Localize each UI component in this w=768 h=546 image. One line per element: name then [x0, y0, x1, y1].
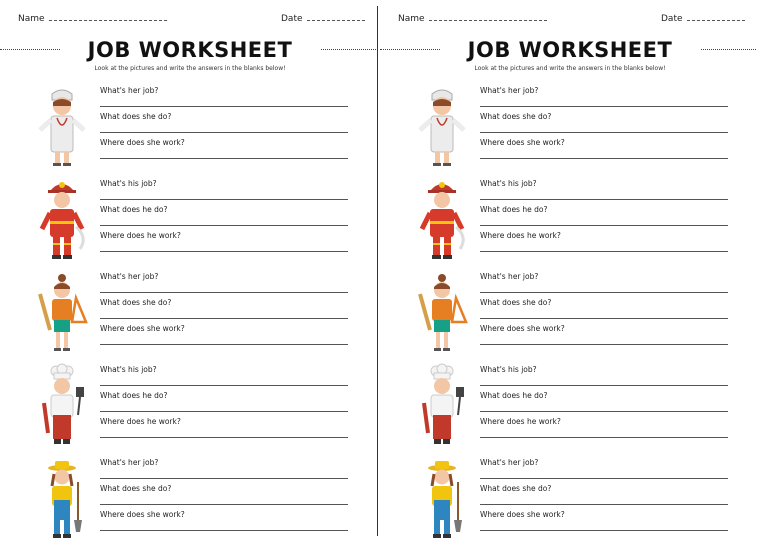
answer-line[interactable] [100, 106, 348, 107]
question-text: Where does she work? [100, 510, 185, 519]
answer-line[interactable] [100, 530, 348, 531]
question-text: What does she do? [100, 484, 172, 493]
answer-line[interactable] [480, 199, 728, 200]
worksheet-page-left [0, 0, 376, 543]
page-title: JOB WORKSHEET [60, 38, 320, 62]
answer-line[interactable] [480, 411, 728, 412]
question-text: Where does she work? [480, 138, 565, 147]
answer-line[interactable] [480, 437, 728, 438]
date-label: Date [661, 14, 683, 24]
name-label: Name [18, 14, 45, 24]
date-field[interactable] [281, 12, 365, 24]
question-text: What does she do? [480, 298, 552, 307]
question-text: What's her job? [100, 458, 159, 467]
answer-line[interactable] [100, 292, 348, 293]
question-text: What does she do? [100, 112, 172, 121]
question-block [408, 270, 748, 360]
question-text: Where does he work? [100, 417, 181, 426]
answer-line[interactable] [480, 132, 728, 133]
farmer-figure [412, 456, 472, 540]
question-text: What's her job? [480, 458, 539, 467]
question-text: What's her job? [100, 86, 159, 95]
question-text: What does he do? [480, 205, 548, 214]
answer-line[interactable] [100, 478, 348, 479]
teacher-figure [412, 270, 472, 354]
firefighter-figure [412, 177, 472, 261]
answer-line[interactable] [480, 292, 728, 293]
question-text: What's her job? [480, 272, 539, 281]
answer-line[interactable] [480, 530, 728, 531]
question-block [28, 363, 368, 453]
date-label: Date [281, 14, 303, 24]
answer-line[interactable] [100, 318, 348, 319]
answer-line[interactable] [100, 158, 348, 159]
question-text: What does she do? [100, 298, 172, 307]
question-block [28, 177, 368, 267]
answer-line[interactable] [480, 158, 728, 159]
doctor-figure [412, 84, 472, 168]
question-text: Where does she work? [480, 510, 565, 519]
answer-line[interactable] [100, 385, 348, 386]
answer-line[interactable] [480, 478, 728, 479]
date-field[interactable] [661, 12, 745, 24]
question-text: What's his job? [100, 365, 157, 374]
worksheet-page-right [380, 0, 756, 543]
answer-line[interactable] [480, 251, 728, 252]
question-text: What's her job? [480, 86, 539, 95]
question-text: What does she do? [480, 484, 552, 493]
question-text: What's his job? [480, 179, 537, 188]
answer-line[interactable] [480, 318, 728, 319]
answer-line[interactable] [480, 225, 728, 226]
question-text: Where does he work? [100, 231, 181, 240]
question-block [408, 177, 748, 267]
question-text: What's his job? [100, 179, 157, 188]
question-text: Where does she work? [480, 324, 565, 333]
question-block [408, 84, 748, 174]
question-text: Where does he work? [480, 417, 561, 426]
instructions: Look at the pictures and write the answers in the blanks below! [94, 65, 286, 72]
answer-line[interactable] [100, 132, 348, 133]
question-block [28, 270, 368, 360]
answer-line[interactable] [100, 251, 348, 252]
question-block [28, 456, 368, 546]
question-text: What does he do? [480, 391, 548, 400]
chef-figure [32, 363, 92, 447]
answer-line[interactable] [100, 437, 348, 438]
question-text: What does she do? [480, 112, 552, 121]
name-field[interactable] [398, 12, 547, 24]
page-title: JOB WORKSHEET [440, 38, 700, 62]
chef-figure [412, 363, 472, 447]
answer-line[interactable] [480, 504, 728, 505]
answer-line[interactable] [480, 344, 728, 345]
question-text: Where does she work? [100, 138, 185, 147]
question-block [408, 456, 748, 546]
question-block [408, 363, 748, 453]
answer-line[interactable] [100, 504, 348, 505]
question-text: What's her job? [100, 272, 159, 281]
farmer-figure [32, 456, 92, 540]
page-divider [377, 6, 378, 536]
question-text: Where does he work? [480, 231, 561, 240]
answer-line[interactable] [100, 411, 348, 412]
name-field[interactable] [18, 12, 167, 24]
answer-line[interactable] [100, 344, 348, 345]
answer-line[interactable] [480, 106, 728, 107]
question-text: Where does she work? [100, 324, 185, 333]
teacher-figure [32, 270, 92, 354]
answer-line[interactable] [480, 385, 728, 386]
question-text: What does he do? [100, 205, 168, 214]
name-label: Name [398, 14, 425, 24]
firefighter-figure [32, 177, 92, 261]
doctor-figure [32, 84, 92, 168]
answer-line[interactable] [100, 199, 348, 200]
question-text: What's his job? [480, 365, 537, 374]
question-block [28, 84, 368, 174]
instructions: Look at the pictures and write the answers in the blanks below! [474, 65, 666, 72]
answer-line[interactable] [100, 225, 348, 226]
question-text: What does he do? [100, 391, 168, 400]
